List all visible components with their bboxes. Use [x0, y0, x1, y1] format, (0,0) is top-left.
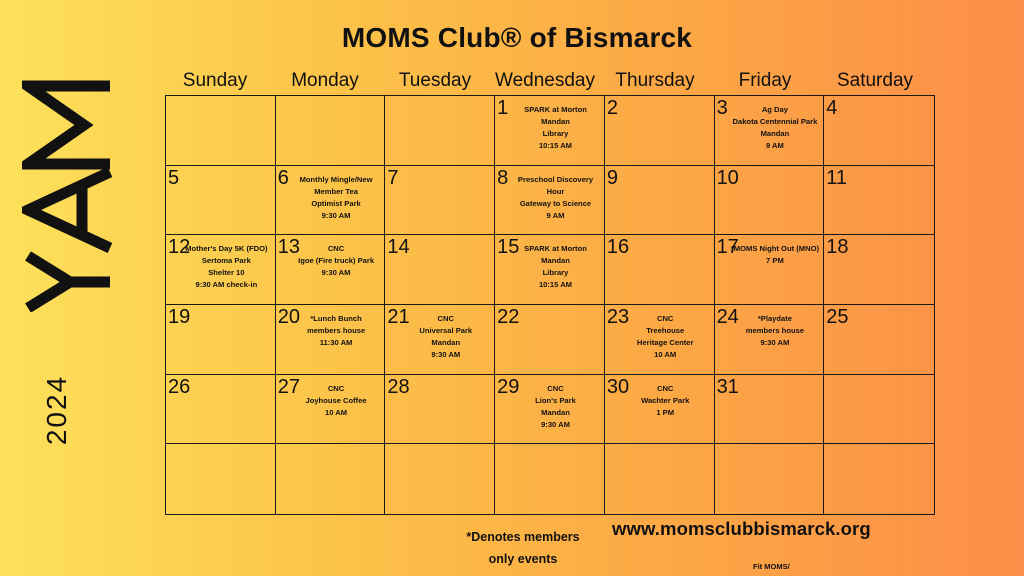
day-cell-11 — [824, 166, 934, 236]
event-line: 9:30 AM — [321, 268, 351, 278]
website-link[interactable]: www.momsclubbismarck.org — [612, 518, 871, 539]
day-cell-20 — [276, 305, 386, 375]
day-number: 21 — [387, 305, 410, 328]
event-line: 9 AM — [546, 210, 565, 220]
empty-day-cell — [385, 444, 495, 514]
event-line: 9:30 AM check-in — [195, 280, 258, 290]
event-line: Joyhouse Coffee — [305, 395, 367, 405]
day-number: 1 — [497, 97, 509, 119]
day-number: 31 — [716, 375, 739, 398]
event-text — [290, 383, 383, 419]
empty-day-cell — [715, 444, 825, 514]
event-line: 9:30 AM — [760, 337, 790, 347]
weekday-friday: Friday — [738, 70, 792, 91]
day-cell-9 — [605, 166, 715, 236]
day-cell-4 — [824, 96, 934, 166]
event-line: Library — [542, 129, 569, 138]
day-cell-29 — [495, 375, 605, 445]
event-text — [399, 313, 492, 361]
day-number: 30 — [606, 375, 630, 398]
event-line: CNC — [656, 383, 674, 393]
event-line: members house — [306, 325, 366, 335]
members-only-footnote — [447, 526, 599, 570]
page-title: MOMS Club® of Bismarck — [341, 22, 693, 53]
event-line: 10 AM — [654, 349, 677, 359]
event-line: 10:15 AM — [538, 141, 573, 150]
event-line: 10 AM — [325, 407, 348, 417]
event-line: CNC — [327, 383, 345, 393]
month-letter-m — [28, 86, 110, 164]
day-number: 17 — [716, 236, 739, 259]
event-line: 9:30 AM — [321, 210, 351, 220]
event-line: 1 PM — [656, 407, 675, 417]
day-cell-2 — [605, 96, 715, 166]
event-text — [729, 243, 822, 267]
day-cell-17 — [715, 235, 825, 305]
day-number: 7 — [387, 166, 399, 189]
month-letter-a — [28, 172, 110, 248]
event-line: Igoe (Fire truck) Park — [298, 256, 375, 266]
empty-day-cell — [385, 96, 495, 166]
day-number: 16 — [606, 236, 630, 259]
day-cell-25 — [824, 305, 934, 375]
day-number: 6 — [277, 166, 289, 189]
event-line: Preschool Discovery Hour — [517, 174, 594, 196]
event-line: 11:30 AM — [319, 337, 353, 347]
day-number: 4 — [826, 97, 838, 119]
footer-fragment: Fit MOMS/ — [753, 562, 790, 571]
day-number: 12 — [168, 236, 191, 259]
day-number: 5 — [168, 166, 180, 189]
day-cell-5 — [166, 166, 276, 236]
event-text — [509, 104, 602, 152]
empty-day-cell — [166, 96, 276, 166]
empty-day-cell — [824, 444, 934, 514]
weekday-monday: Monday — [291, 70, 359, 91]
day-number: 2 — [606, 97, 618, 119]
event-line: Universal Park — [419, 325, 473, 335]
event-text — [619, 313, 712, 361]
event-text — [290, 243, 383, 279]
event-text — [180, 243, 273, 291]
day-number: 10 — [716, 166, 739, 189]
event-line: *Playdate — [757, 313, 793, 323]
event-line: 9:30 AM — [431, 349, 461, 359]
event-text — [509, 174, 602, 222]
event-line: 9 AM — [765, 141, 784, 150]
day-number: 29 — [497, 375, 520, 398]
day-number: 18 — [826, 236, 849, 259]
day-number: 25 — [826, 305, 849, 328]
day-number: 13 — [277, 236, 300, 259]
event-line: Optimist Park — [311, 198, 361, 208]
day-number: 20 — [277, 305, 300, 328]
day-cell-19 — [166, 305, 276, 375]
event-line: CNC — [327, 244, 345, 254]
event-line: Library — [542, 268, 569, 278]
day-number: 27 — [277, 375, 300, 398]
event-line: 9:30 AM — [541, 419, 570, 429]
day-number: 14 — [387, 236, 410, 259]
day-number: 3 — [716, 97, 728, 119]
event-line: Shelter 10 — [208, 268, 245, 278]
day-cell-14 — [385, 235, 495, 305]
day-number: 28 — [387, 375, 410, 398]
day-cell-30 — [605, 375, 715, 445]
month-label — [22, 80, 114, 312]
day-cell-21 — [385, 305, 495, 375]
event-line: 10:15 AM — [538, 280, 573, 290]
day-cell-16 — [605, 235, 715, 305]
event-text — [729, 104, 822, 152]
month-letter-y-arms — [28, 256, 70, 308]
event-line: Mandan — [541, 407, 570, 417]
event-text — [290, 313, 383, 349]
weekday-thursday: Thursday — [615, 70, 695, 91]
day-cell-24 — [715, 305, 825, 375]
day-cell-27 — [276, 375, 386, 445]
day-number: 26 — [168, 375, 191, 398]
weekday-wednesday: Wednesday — [495, 70, 595, 91]
event-line: Member Tea — [314, 186, 358, 196]
empty-day-cell — [605, 444, 715, 514]
event-line: Treehouse — [646, 325, 685, 335]
day-number: 9 — [606, 166, 618, 189]
event-line: Sertoma Park — [201, 256, 251, 266]
event-line: Heritage Center — [636, 337, 694, 347]
event-line: 7 PM — [766, 256, 784, 266]
weekday-sunday: Sunday — [182, 70, 248, 91]
day-number: 11 — [826, 166, 848, 189]
event-line: Ag Day — [761, 105, 788, 114]
day-cell-10 — [715, 166, 825, 236]
event-line: Mandan — [760, 129, 790, 138]
event-text — [729, 313, 822, 349]
event-line: *MOMS Night Out (MNO) — [730, 244, 819, 254]
day-number: 8 — [497, 166, 509, 189]
day-cell-28 — [385, 375, 495, 445]
day-cell-3 — [715, 96, 825, 166]
empty-day-cell — [276, 444, 386, 514]
day-cell-1 — [495, 96, 605, 166]
footnote-line: only events — [488, 552, 558, 566]
event-line: *Lunch Bunch — [310, 313, 362, 323]
day-cell-15 — [495, 235, 605, 305]
event-line: CNC — [656, 313, 674, 323]
weekday-header — [160, 70, 940, 94]
day-cell-22 — [495, 305, 605, 375]
event-text — [509, 243, 602, 291]
event-line: Monthly Mingle/New — [299, 174, 373, 184]
day-cell-26 — [166, 375, 276, 445]
day-number: 19 — [168, 305, 191, 328]
event-line: Wachter Park — [641, 395, 690, 405]
event-text — [619, 383, 712, 419]
event-line: Mandan — [431, 337, 461, 347]
event-line: SPARK at Morton Mandan — [524, 105, 587, 126]
day-cell-8 — [495, 166, 605, 236]
day-cell-12 — [166, 235, 276, 305]
day-number: 24 — [716, 305, 739, 328]
event-text — [290, 174, 383, 222]
event-line: Mother's Day 5K (FDO) — [185, 244, 268, 254]
event-line: CNC — [437, 313, 454, 323]
day-number: 23 — [606, 305, 630, 328]
event-line: Dakota Centennial Park — [732, 117, 818, 126]
empty-day-cell — [276, 96, 386, 166]
weekday-tuesday: Tuesday — [398, 70, 472, 91]
day-cell-18 — [824, 235, 934, 305]
event-line: members house — [745, 325, 805, 335]
empty-day-cell — [166, 444, 276, 514]
event-line: Gateway to Science — [519, 198, 592, 208]
weekday-saturday: Saturday — [836, 70, 914, 91]
day-number: 15 — [497, 236, 520, 259]
event-line: SPARK at Morton Mandan — [524, 244, 587, 266]
empty-day-cell — [824, 375, 934, 445]
event-line: CNC — [547, 383, 564, 393]
event-text — [509, 383, 602, 431]
day-number: 22 — [497, 305, 520, 328]
footnote-line: *Denotes members — [466, 530, 580, 544]
empty-day-cell — [495, 444, 605, 514]
day-cell-31 — [715, 375, 825, 445]
day-cell-23 — [605, 305, 715, 375]
day-cell-7 — [385, 166, 495, 236]
day-cell-6 — [276, 166, 386, 236]
day-cell-13 — [276, 235, 386, 305]
calendar-grid — [165, 95, 935, 515]
event-line: Lion's Park — [535, 395, 576, 405]
